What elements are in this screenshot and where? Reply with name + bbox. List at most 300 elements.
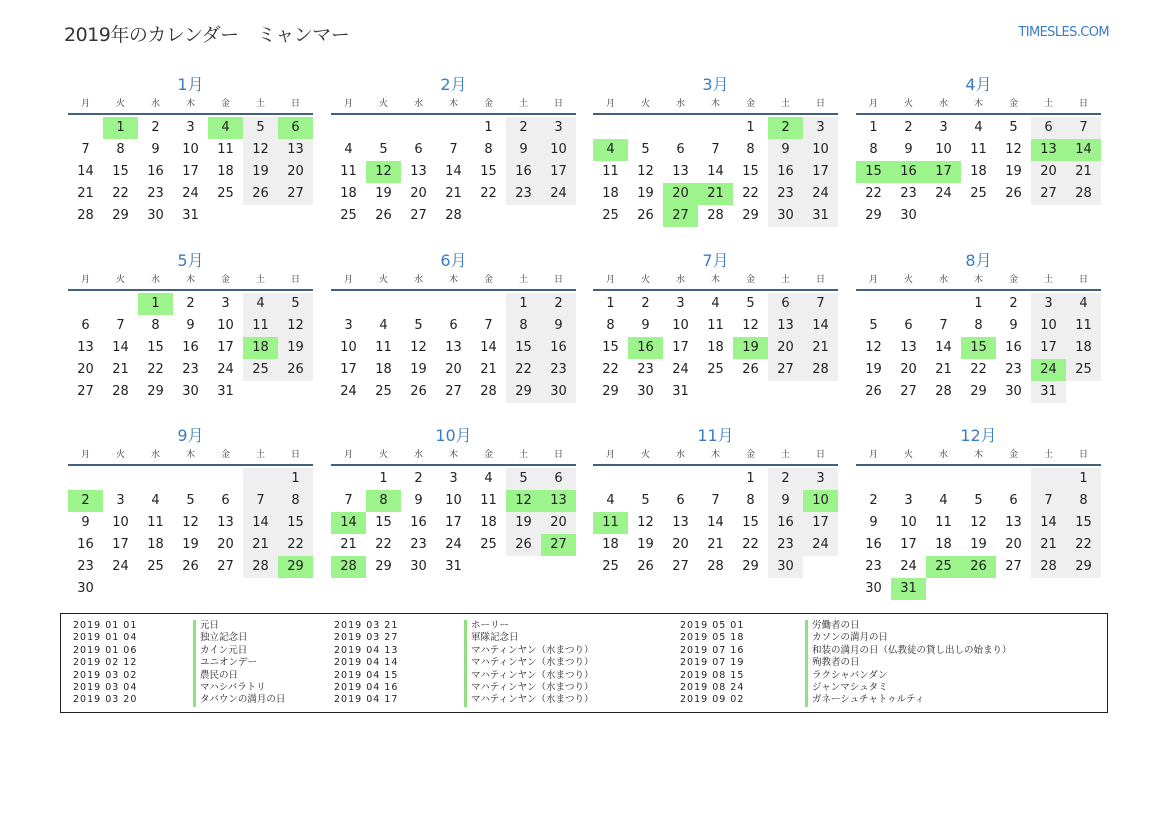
day-cell[interactable]: 17	[803, 161, 838, 183]
day-cell[interactable]: 31	[803, 205, 838, 227]
day-cell[interactable]: 31	[1031, 381, 1066, 403]
day-cell[interactable]: 12	[637, 164, 654, 179]
day-cell[interactable]: 17	[445, 515, 462, 530]
day-cell[interactable]: 5	[506, 468, 541, 490]
day-cell[interactable]: 13	[672, 164, 689, 179]
day-cell[interactable]: 27	[445, 384, 462, 399]
day-cell[interactable]: 13	[77, 340, 94, 355]
day-cell[interactable]: 13	[410, 164, 427, 179]
day-cell[interactable]: 5	[869, 318, 878, 333]
day-cell[interactable]: 12	[243, 139, 278, 161]
day-cell[interactable]: 6	[1009, 493, 1018, 508]
day-cell[interactable]: 16	[410, 515, 427, 530]
day-cell[interactable]: 24	[803, 534, 838, 556]
day-cell[interactable]: 26	[742, 362, 759, 377]
day-cell[interactable]: 30	[1005, 384, 1022, 399]
day-cell[interactable]: 6	[449, 318, 458, 333]
day-cell[interactable]: 28	[707, 559, 724, 574]
day-cell[interactable]: 8	[278, 490, 313, 512]
day-cell[interactable]: 1	[379, 471, 388, 486]
day-cell[interactable]: 22	[602, 362, 619, 377]
day-cell[interactable]: 20	[217, 537, 234, 552]
day-cell[interactable]: 23	[637, 362, 654, 377]
day-cell[interactable]: 28	[331, 556, 366, 578]
day-cell[interactable]: 14	[243, 512, 278, 534]
day-cell[interactable]: 3	[186, 120, 195, 135]
day-cell[interactable]: 29	[147, 384, 164, 399]
day-cell[interactable]: 2	[506, 117, 541, 139]
day-cell[interactable]: 21	[698, 183, 733, 205]
day-cell[interactable]: 7	[449, 142, 458, 157]
day-cell[interactable]: 11	[970, 142, 987, 157]
day-cell[interactable]: 9	[506, 139, 541, 161]
day-cell[interactable]: 20	[1005, 537, 1022, 552]
day-cell[interactable]: 19	[733, 337, 768, 359]
day-cell[interactable]: 9	[768, 139, 803, 161]
day-cell[interactable]: 7	[116, 318, 125, 333]
day-cell[interactable]: 25	[147, 559, 164, 574]
day-cell[interactable]: 3	[449, 471, 458, 486]
day-cell[interactable]: 23	[768, 183, 803, 205]
day-cell[interactable]: 10	[112, 515, 129, 530]
day-cell[interactable]: 29	[112, 208, 129, 223]
day-cell[interactable]: 4	[151, 493, 160, 508]
day-cell[interactable]: 2	[768, 468, 803, 490]
day-cell[interactable]: 14	[707, 164, 724, 179]
day-cell[interactable]: 4	[1066, 293, 1101, 315]
day-cell[interactable]: 18	[243, 337, 278, 359]
day-cell[interactable]: 13	[445, 340, 462, 355]
day-cell[interactable]: 26	[865, 384, 882, 399]
day-cell[interactable]: 30	[768, 556, 803, 578]
day-cell[interactable]: 31	[182, 208, 199, 223]
day-cell[interactable]: 5	[641, 142, 650, 157]
day-cell[interactable]: 28	[707, 208, 724, 223]
day-cell[interactable]: 26	[278, 359, 313, 381]
day-cell[interactable]: 10	[672, 318, 689, 333]
day-cell[interactable]: 26	[243, 183, 278, 205]
day-cell[interactable]: 26	[182, 559, 199, 574]
day-cell[interactable]: 8	[1066, 490, 1101, 512]
day-cell[interactable]: 20	[900, 362, 917, 377]
day-cell[interactable]: 14	[803, 315, 838, 337]
day-cell[interactable]: 27	[278, 183, 313, 205]
day-cell[interactable]: 19	[970, 537, 987, 552]
day-cell[interactable]: 29	[742, 208, 759, 223]
day-cell[interactable]: 24	[445, 537, 462, 552]
day-cell[interactable]: 2	[904, 120, 913, 135]
day-cell[interactable]: 22	[1066, 534, 1101, 556]
day-cell[interactable]: 29	[970, 384, 987, 399]
day-cell[interactable]: 22	[742, 186, 759, 201]
day-cell[interactable]: 22	[112, 186, 129, 201]
day-cell[interactable]: 25	[707, 362, 724, 377]
day-cell[interactable]: 19	[410, 362, 427, 377]
day-cell[interactable]: 7	[939, 318, 948, 333]
day-cell[interactable]: 11	[243, 315, 278, 337]
day-cell[interactable]: 3	[344, 318, 353, 333]
day-cell[interactable]: 8	[746, 142, 755, 157]
day-cell[interactable]: 22	[865, 186, 882, 201]
day-cell[interactable]: 8	[746, 493, 755, 508]
day-cell[interactable]: 11	[147, 515, 164, 530]
day-cell[interactable]: 20	[672, 537, 689, 552]
day-cell[interactable]: 21	[112, 362, 129, 377]
day-cell[interactable]: 29	[278, 556, 313, 578]
day-cell[interactable]: 21	[1031, 534, 1066, 556]
day-cell[interactable]: 14	[445, 164, 462, 179]
day-cell[interactable]: 19	[637, 537, 654, 552]
day-cell[interactable]: 23	[182, 362, 199, 377]
day-cell[interactable]: 4	[243, 293, 278, 315]
day-cell[interactable]: 16	[768, 161, 803, 183]
day-cell[interactable]: 1	[869, 120, 878, 135]
day-cell[interactable]: 19	[1005, 164, 1022, 179]
day-cell[interactable]: 5	[278, 293, 313, 315]
day-cell[interactable]: 18	[707, 340, 724, 355]
day-cell[interactable]: 25	[1066, 359, 1101, 381]
day-cell[interactable]: 10	[803, 490, 838, 512]
day-cell[interactable]: 15	[278, 512, 313, 534]
day-cell[interactable]: 4	[974, 120, 983, 135]
day-cell[interactable]: 14	[707, 515, 724, 530]
day-cell[interactable]: 17	[217, 340, 234, 355]
day-cell[interactable]: 17	[900, 537, 917, 552]
day-cell[interactable]: 10	[217, 318, 234, 333]
day-cell[interactable]: 24	[900, 559, 917, 574]
day-cell[interactable]: 11	[217, 142, 234, 157]
day-cell[interactable]: 20	[541, 512, 576, 534]
day-cell[interactable]: 24	[182, 186, 199, 201]
day-cell[interactable]: 15	[856, 161, 891, 183]
day-cell[interactable]: 9	[869, 515, 878, 530]
day-cell[interactable]: 27	[541, 534, 576, 556]
day-cell[interactable]: 2	[869, 493, 878, 508]
day-cell[interactable]: 22	[375, 537, 392, 552]
day-cell[interactable]: 3	[541, 117, 576, 139]
day-cell[interactable]: 28	[480, 384, 497, 399]
day-cell[interactable]: 8	[974, 318, 983, 333]
day-cell[interactable]: 10	[1031, 315, 1066, 337]
day-cell[interactable]: 25	[926, 556, 961, 578]
day-cell[interactable]: 4	[344, 142, 353, 157]
day-cell[interactable]: 22	[506, 359, 541, 381]
day-cell[interactable]: 24	[217, 362, 234, 377]
day-cell[interactable]: 24	[112, 559, 129, 574]
day-cell[interactable]: 6	[81, 318, 90, 333]
day-cell[interactable]: 26	[637, 208, 654, 223]
day-cell[interactable]: 28	[112, 384, 129, 399]
day-cell[interactable]: 27	[663, 205, 698, 227]
day-cell[interactable]: 20	[1031, 161, 1066, 183]
day-cell[interactable]: 1	[974, 296, 983, 311]
day-cell[interactable]: 25	[480, 537, 497, 552]
day-cell[interactable]: 27	[900, 384, 917, 399]
day-cell[interactable]: 8	[116, 142, 125, 157]
day-cell[interactable]: 21	[77, 186, 94, 201]
day-cell[interactable]: 14	[331, 512, 366, 534]
day-cell[interactable]: 5	[641, 493, 650, 508]
day-cell[interactable]: 28	[445, 208, 462, 223]
day-cell[interactable]: 29	[742, 559, 759, 574]
day-cell[interactable]: 27	[410, 208, 427, 223]
day-cell[interactable]: 28	[243, 556, 278, 578]
day-cell[interactable]: 24	[340, 384, 357, 399]
day-cell[interactable]: 29	[602, 384, 619, 399]
day-cell[interactable]: 12	[506, 490, 541, 512]
day-cell[interactable]: 16	[541, 337, 576, 359]
day-cell[interactable]: 22	[278, 534, 313, 556]
day-cell[interactable]: 27	[1005, 559, 1022, 574]
day-cell[interactable]: 10	[541, 139, 576, 161]
day-cell[interactable]: 10	[900, 515, 917, 530]
day-cell[interactable]: 10	[340, 340, 357, 355]
day-cell[interactable]: 5	[379, 142, 388, 157]
day-cell[interactable]: 15	[375, 515, 392, 530]
day-cell[interactable]: 30	[147, 208, 164, 223]
day-cell[interactable]: 24	[1031, 359, 1066, 381]
day-cell[interactable]: 1	[1066, 468, 1101, 490]
day-cell[interactable]: 26	[1005, 186, 1022, 201]
day-cell[interactable]: 25	[602, 559, 619, 574]
day-cell[interactable]: 12	[970, 515, 987, 530]
day-cell[interactable]: 7	[81, 142, 90, 157]
day-cell[interactable]: 7	[1031, 490, 1066, 512]
day-cell[interactable]: 21	[480, 362, 497, 377]
day-cell[interactable]: 30	[900, 208, 917, 223]
day-cell[interactable]: 17	[672, 340, 689, 355]
day-cell[interactable]: 22	[480, 186, 497, 201]
day-cell[interactable]: 31	[445, 559, 462, 574]
day-cell[interactable]: 1	[606, 296, 615, 311]
day-cell[interactable]: 19	[375, 186, 392, 201]
day-cell[interactable]: 6	[541, 468, 576, 490]
day-cell[interactable]: 18	[602, 186, 619, 201]
day-cell[interactable]: 18	[217, 164, 234, 179]
day-cell[interactable]: 3	[803, 117, 838, 139]
day-cell[interactable]: 20	[410, 186, 427, 201]
day-cell[interactable]: 30	[541, 381, 576, 403]
day-cell[interactable]: 15	[602, 340, 619, 355]
day-cell[interactable]: 25	[340, 208, 357, 223]
day-cell[interactable]: 4	[711, 296, 720, 311]
day-cell[interactable]: 14	[112, 340, 129, 355]
day-cell[interactable]: 3	[1031, 293, 1066, 315]
day-cell[interactable]: 5	[1009, 120, 1018, 135]
day-cell[interactable]: 6	[768, 293, 803, 315]
day-cell[interactable]: 17	[803, 512, 838, 534]
day-cell[interactable]: 30	[182, 384, 199, 399]
day-cell[interactable]: 1	[103, 117, 138, 139]
day-cell[interactable]: 16	[768, 512, 803, 534]
day-cell[interactable]: 2	[414, 471, 423, 486]
day-cell[interactable]: 3	[221, 296, 230, 311]
day-cell[interactable]: 25	[243, 359, 278, 381]
day-cell[interactable]: 26	[637, 559, 654, 574]
day-cell[interactable]: 18	[375, 362, 392, 377]
day-cell[interactable]: 24	[541, 183, 576, 205]
day-cell[interactable]: 22	[147, 362, 164, 377]
day-cell[interactable]: 20	[663, 183, 698, 205]
day-cell[interactable]: 12	[865, 340, 882, 355]
day-cell[interactable]: 11	[1066, 315, 1101, 337]
day-cell[interactable]: 12	[410, 340, 427, 355]
day-cell[interactable]: 2	[151, 120, 160, 135]
day-cell[interactable]: 6	[414, 142, 423, 157]
day-cell[interactable]: 20	[445, 362, 462, 377]
day-cell[interactable]: 19	[182, 537, 199, 552]
day-cell[interactable]: 15	[742, 515, 759, 530]
day-cell[interactable]: 27	[217, 559, 234, 574]
day-cell[interactable]: 12	[637, 515, 654, 530]
day-cell[interactable]: 7	[803, 293, 838, 315]
day-cell[interactable]: 13	[278, 139, 313, 161]
day-cell[interactable]: 5	[746, 296, 755, 311]
day-cell[interactable]: 16	[865, 537, 882, 552]
day-cell[interactable]: 31	[891, 578, 926, 600]
day-cell[interactable]: 4	[939, 493, 948, 508]
day-cell[interactable]: 18	[340, 186, 357, 201]
day-cell[interactable]: 5	[243, 117, 278, 139]
day-cell[interactable]: 14	[480, 340, 497, 355]
day-cell[interactable]: 30	[865, 581, 882, 596]
day-cell[interactable]: 28	[1031, 556, 1066, 578]
day-cell[interactable]: 10	[445, 493, 462, 508]
day-cell[interactable]: 6	[676, 493, 685, 508]
day-cell[interactable]: 26	[961, 556, 996, 578]
day-cell[interactable]: 30	[77, 581, 94, 596]
day-cell[interactable]: 9	[904, 142, 913, 157]
day-cell[interactable]: 7	[243, 490, 278, 512]
day-cell[interactable]: 25	[602, 208, 619, 223]
day-cell[interactable]: 18	[480, 515, 497, 530]
day-cell[interactable]: 31	[672, 384, 689, 399]
day-cell[interactable]: 17	[182, 164, 199, 179]
day-cell[interactable]: 19	[637, 186, 654, 201]
day-cell[interactable]: 23	[1005, 362, 1022, 377]
day-cell[interactable]: 12	[366, 161, 401, 183]
day-cell[interactable]: 24	[935, 186, 952, 201]
day-cell[interactable]: 4	[593, 139, 628, 161]
day-cell[interactable]: 31	[217, 384, 234, 399]
day-cell[interactable]: 6	[676, 142, 685, 157]
day-cell[interactable]: 14	[935, 340, 952, 355]
day-cell[interactable]: 16	[628, 337, 663, 359]
day-cell[interactable]: 3	[939, 120, 948, 135]
day-cell[interactable]: 11	[602, 164, 619, 179]
day-cell[interactable]: 20	[278, 161, 313, 183]
day-cell[interactable]: 21	[935, 362, 952, 377]
day-cell[interactable]: 29	[375, 559, 392, 574]
day-cell[interactable]: 27	[672, 559, 689, 574]
day-cell[interactable]: 9	[641, 318, 650, 333]
day-cell[interactable]: 23	[410, 537, 427, 552]
day-cell[interactable]: 13	[900, 340, 917, 355]
day-cell[interactable]: 9	[414, 493, 423, 508]
day-cell[interactable]: 7	[344, 493, 353, 508]
day-cell[interactable]: 9	[541, 315, 576, 337]
day-cell[interactable]: 14	[1031, 512, 1066, 534]
day-cell[interactable]: 5	[974, 493, 983, 508]
day-cell[interactable]: 26	[375, 208, 392, 223]
day-cell[interactable]: 14	[77, 164, 94, 179]
day-cell[interactable]: 16	[147, 164, 164, 179]
day-cell[interactable]: 25	[375, 384, 392, 399]
day-cell[interactable]: 24	[672, 362, 689, 377]
day-cell[interactable]: 29	[865, 208, 882, 223]
day-cell[interactable]: 27	[77, 384, 94, 399]
day-cell[interactable]: 22	[742, 537, 759, 552]
day-cell[interactable]: 28	[77, 208, 94, 223]
day-cell[interactable]: 8	[506, 315, 541, 337]
day-cell[interactable]: 17	[1031, 337, 1066, 359]
day-cell[interactable]: 7	[1066, 117, 1101, 139]
day-cell[interactable]: 3	[803, 468, 838, 490]
day-cell[interactable]: 16	[506, 161, 541, 183]
day-cell[interactable]: 7	[711, 142, 720, 157]
day-cell[interactable]: 2	[186, 296, 195, 311]
day-cell[interactable]: 2	[768, 117, 803, 139]
day-cell[interactable]: 15	[961, 337, 996, 359]
day-cell[interactable]: 30	[637, 384, 654, 399]
day-cell[interactable]: 8	[366, 490, 401, 512]
day-cell[interactable]: 11	[935, 515, 952, 530]
day-cell[interactable]: 9	[151, 142, 160, 157]
day-cell[interactable]: 23	[900, 186, 917, 201]
day-cell[interactable]: 5	[186, 493, 195, 508]
day-cell[interactable]: 17	[340, 362, 357, 377]
day-cell[interactable]: 18	[147, 537, 164, 552]
day-cell[interactable]: 1	[746, 471, 755, 486]
day-cell[interactable]: 8	[484, 142, 493, 157]
day-cell[interactable]: 4	[606, 493, 615, 508]
day-cell[interactable]: 10	[935, 142, 952, 157]
site-brand-link[interactable]: TIMESLES.COM	[1018, 25, 1109, 40]
day-cell[interactable]: 21	[340, 537, 357, 552]
day-cell[interactable]: 13	[1005, 515, 1022, 530]
day-cell[interactable]: 3	[904, 493, 913, 508]
day-cell[interactable]: 8	[606, 318, 615, 333]
day-cell[interactable]: 17	[926, 161, 961, 183]
day-cell[interactable]: 1	[484, 120, 493, 135]
day-cell[interactable]: 10	[803, 139, 838, 161]
day-cell[interactable]: 20	[768, 337, 803, 359]
day-cell[interactable]: 3	[676, 296, 685, 311]
day-cell[interactable]: 28	[1066, 183, 1101, 205]
day-cell[interactable]: 1	[746, 120, 755, 135]
day-cell[interactable]: 9	[1009, 318, 1018, 333]
day-cell[interactable]: 16	[891, 161, 926, 183]
day-cell[interactable]: 9	[768, 490, 803, 512]
day-cell[interactable]: 2	[641, 296, 650, 311]
day-cell[interactable]: 6	[904, 318, 913, 333]
day-cell[interactable]: 30	[410, 559, 427, 574]
day-cell[interactable]: 18	[1066, 337, 1101, 359]
day-cell[interactable]: 2	[541, 293, 576, 315]
day-cell[interactable]: 15	[506, 337, 541, 359]
day-cell[interactable]: 17	[541, 161, 576, 183]
day-cell[interactable]: 11	[340, 164, 357, 179]
day-cell[interactable]: 23	[147, 186, 164, 201]
day-cell[interactable]: 10	[182, 142, 199, 157]
day-cell[interactable]: 16	[77, 537, 94, 552]
day-cell[interactable]: 15	[1066, 512, 1101, 534]
day-cell[interactable]: 20	[77, 362, 94, 377]
day-cell[interactable]: 3	[116, 493, 125, 508]
day-cell[interactable]: 23	[768, 534, 803, 556]
day-cell[interactable]: 6	[278, 117, 313, 139]
day-cell[interactable]: 16	[182, 340, 199, 355]
